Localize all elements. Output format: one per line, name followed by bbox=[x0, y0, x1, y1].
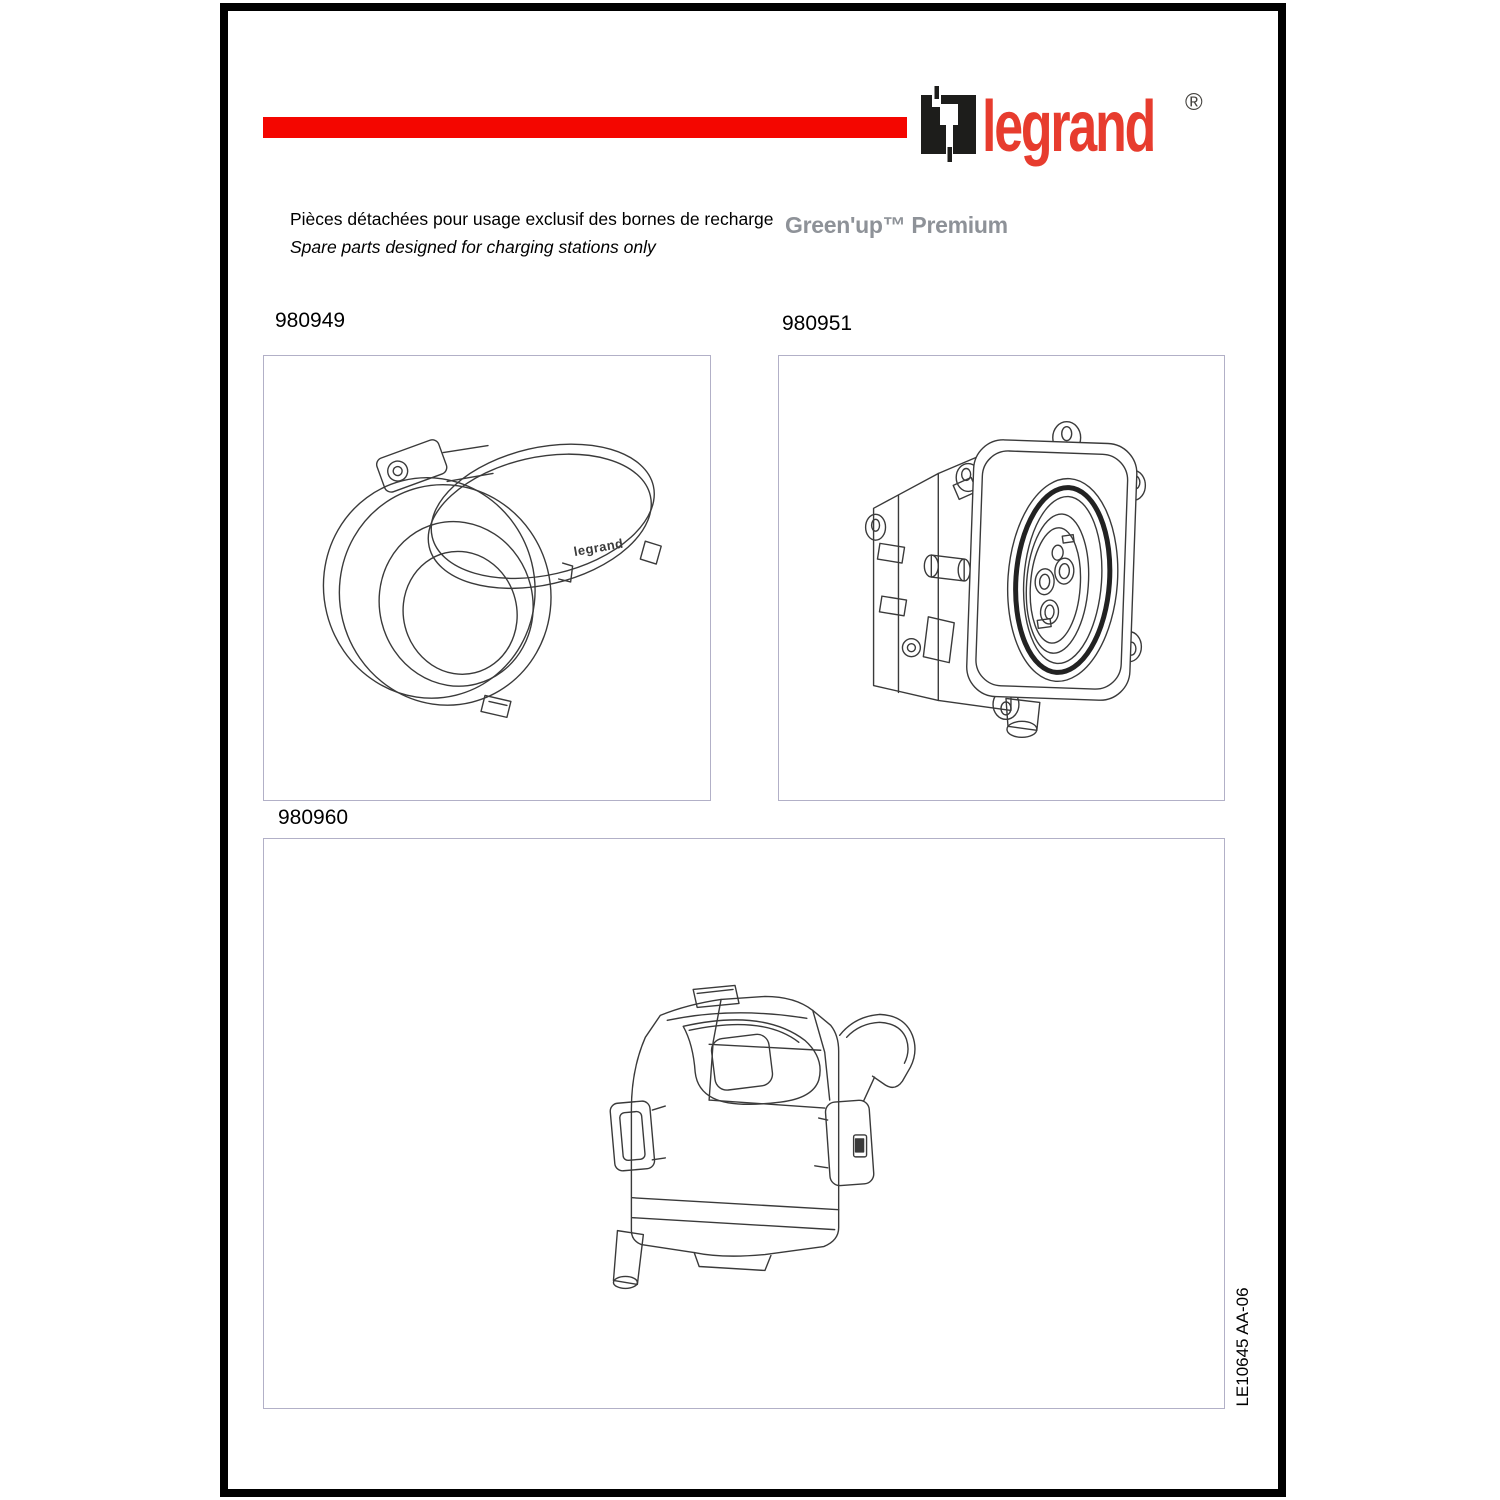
document-reference: LE10645 AA-06 bbox=[1233, 1287, 1252, 1407]
socket-assembly-lineart bbox=[610, 985, 915, 1288]
part-ref-980949: 980949 bbox=[275, 309, 346, 332]
header-red-bar bbox=[263, 117, 907, 138]
registered-trademark-symbol: ® bbox=[1185, 89, 1203, 116]
hinged-cover-lineart bbox=[300, 424, 668, 728]
figure-box-980960 bbox=[263, 838, 1225, 1409]
drawing-socket-assembly bbox=[264, 839, 1224, 1408]
subtitle-french: Pièces détachées pour usage exclusif des bornes de recharge bbox=[290, 209, 774, 229]
figure-box-980951 bbox=[778, 355, 1225, 801]
figure-box-980949 bbox=[263, 355, 711, 801]
socket-mechanism-lineart bbox=[866, 422, 1146, 738]
top-tab bbox=[693, 985, 739, 1007]
datasheet-page bbox=[220, 3, 1286, 1497]
lid-embossed-brand: legrand bbox=[572, 535, 625, 560]
part-ref-980951: 980951 bbox=[782, 312, 853, 335]
subtitle-english: Spare parts designed for charging stations only bbox=[290, 237, 656, 257]
legrand-logo-icon bbox=[921, 86, 976, 164]
strap-handle bbox=[683, 1020, 820, 1104]
brand-wordmark: legrand bbox=[982, 87, 1155, 167]
cover-ring bbox=[300, 455, 574, 727]
part-ref-980960: 980960 bbox=[278, 806, 349, 829]
foot-cylinder bbox=[613, 1231, 643, 1289]
drawing-hinged-cover bbox=[264, 356, 710, 800]
drawing-socket-mechanism bbox=[779, 356, 1224, 800]
product-line-label: Green'up™ Premium bbox=[785, 212, 1008, 238]
left-loop-handle bbox=[610, 1100, 666, 1171]
